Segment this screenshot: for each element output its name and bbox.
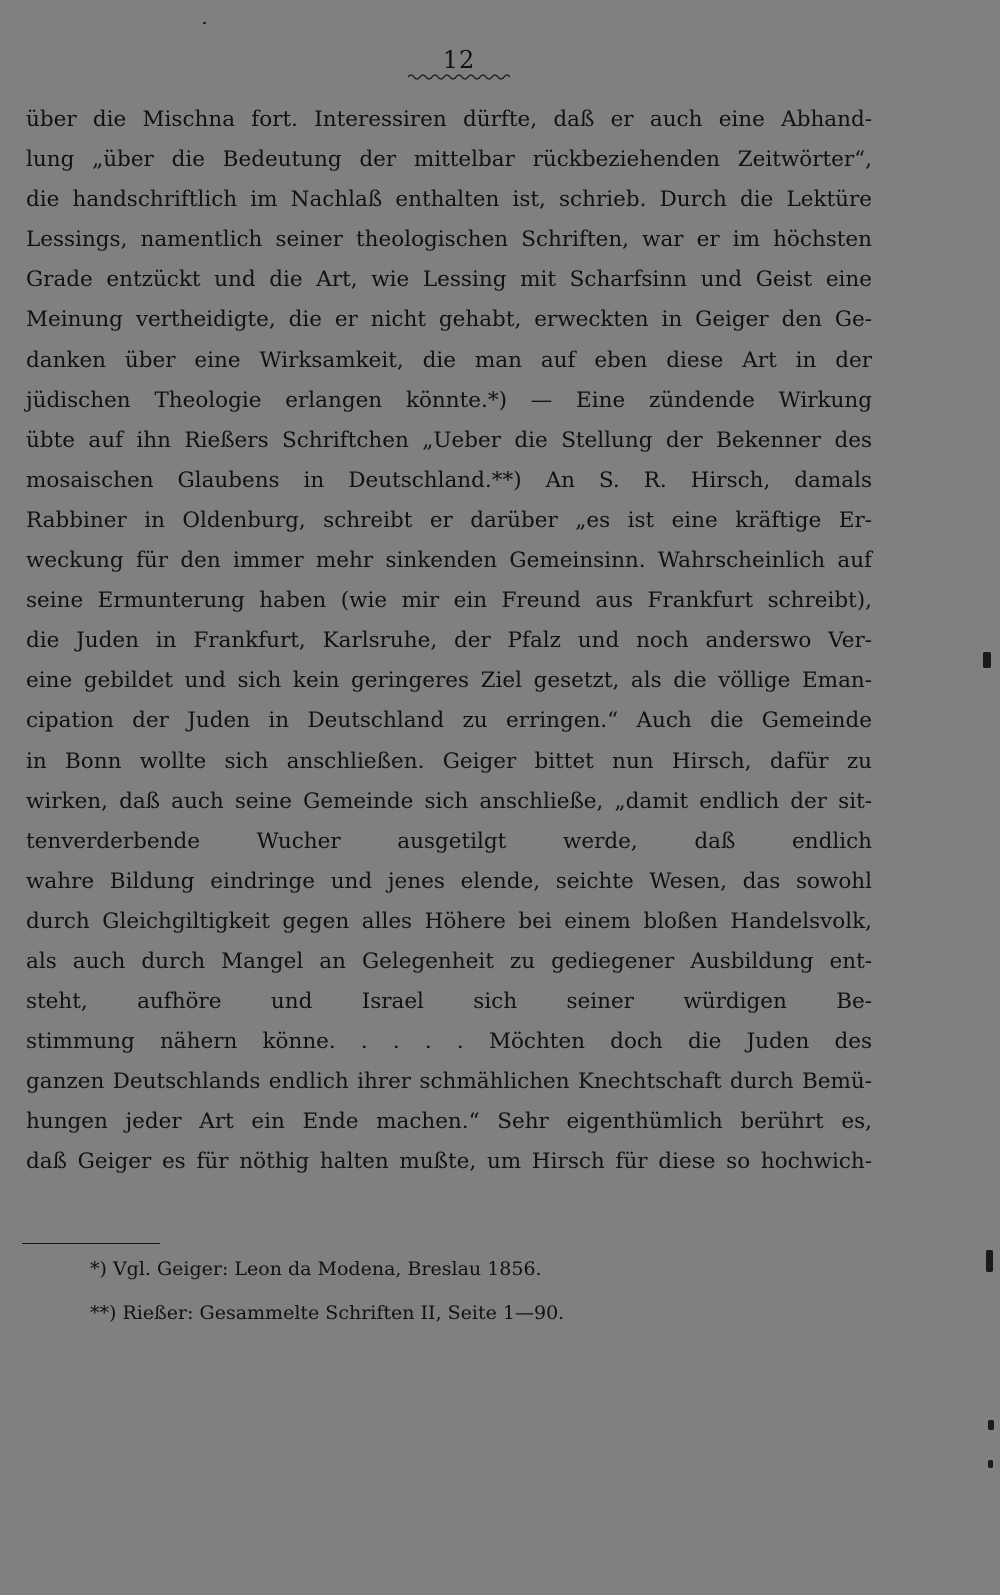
footnote-rule — [22, 1243, 160, 1244]
text-line: jüdischen Theologie erlangen könnte.*) — Eine zündende Wirkung — [26, 387, 872, 413]
footnotes — [90, 1256, 790, 1344]
text-line: mosaischen Glaubens in Deutschland.**) An S. R. Hirsch, damals — [26, 467, 872, 493]
text-line: eine gebildet und sich kein geringeres Ziel gesetzt, als die völlige Eman- — [26, 668, 872, 694]
page-number-ornament — [408, 72, 510, 82]
text-line: wirken, daß auch seine Gemeinde sich anschließe, „damit endlich der sit- — [26, 788, 872, 814]
text-line: hungen jeder Art ein Ende machen.“ Sehr eigenthümlich berührt es, — [26, 1109, 872, 1135]
text-line: cipation der Juden in Deutschland zu erringen.“ Auch die Gemeinde — [26, 708, 872, 734]
text-line: stimmung nähern könne. . . . . Möchten doch die Juden des — [26, 1029, 872, 1055]
scan-artifact — [203, 22, 206, 24]
scan-artifact — [983, 652, 991, 668]
scan-artifact — [986, 1250, 993, 1272]
body-text — [26, 100, 872, 1183]
footnote: **) Rießer: Gesammelte Schriften II, Seite 1—90. — [90, 1302, 565, 1324]
text-line: Grade entzückt und die Art, wie Lessing mit Scharfsinn und Geist eine — [26, 267, 872, 293]
text-line: tenverderbende Wucher ausgetilgt werde, daß endlich — [26, 828, 872, 854]
footnote: *) Vgl. Geiger: Leon da Modena, Breslau 1856. — [90, 1258, 542, 1280]
scan-artifact — [988, 1420, 994, 1430]
text-line: Lessings, namentlich seiner theologischen Schriften, war er im höchsten — [26, 227, 872, 253]
text-line: ganzen Deutschlands endlich ihrer schmählichen Knechtschaft durch Bemü- — [26, 1069, 872, 1095]
text-line: durch Gleichgiltigkeit gegen alles Höhere bei einem bloßen Handelsvolk, — [26, 908, 872, 934]
scan-artifact — [988, 1460, 993, 1468]
text-line: als auch durch Mangel an Gelegenheit zu gediegener Ausbildung ent- — [26, 948, 872, 974]
text-line: danken über eine Wirksamkeit, die man auf eben diese Art in der — [26, 347, 872, 373]
text-line: die Juden in Frankfurt, Karlsruhe, der Pfalz und noch anderswo Ver- — [26, 628, 872, 654]
text-line: die handschriftlich im Nachlaß enthalten ist, schrieb. Durch die Lektüre — [26, 187, 872, 213]
text-line: übte auf ihn Rießers Schriftchen „Ueber die Stellung der Bekenner des — [26, 427, 872, 453]
text-line: steht, aufhöre und Israel sich seiner würdigen Be- — [26, 989, 872, 1015]
page-number: 12 — [442, 46, 476, 74]
text-line: Rabbiner in Oldenburg, schreibt er darüber „es ist eine kräftige Er- — [26, 507, 872, 533]
text-line: daß Geiger es für nöthig halten mußte, um Hirsch für diese so hochwich- — [26, 1149, 872, 1175]
text-line: wahre Bildung eindringe und jenes elende, seichte Wesen, das sowohl — [26, 868, 872, 894]
text-line: in Bonn wollte sich anschließen. Geiger bittet nun Hirsch, dafür zu — [26, 748, 872, 774]
text-line: über die Mischna fort. Interessiren dürfte, daß er auch eine Abhand- — [26, 107, 872, 132]
text-line: weckung für den immer mehr sinkenden Gemeinsinn. Wahrscheinlich auf — [26, 548, 872, 574]
text-line: seine Ermunterung haben (wie mir ein Freund aus Frankfurt schreibt), — [26, 588, 872, 614]
text-line: lung „über die Bedeutung der mittelbar rückbeziehenden Zeitwörter“, — [26, 147, 872, 173]
text-line: Meinung vertheidigte, die er nicht gehabt, erweckten in Geiger den Ge- — [26, 307, 872, 333]
